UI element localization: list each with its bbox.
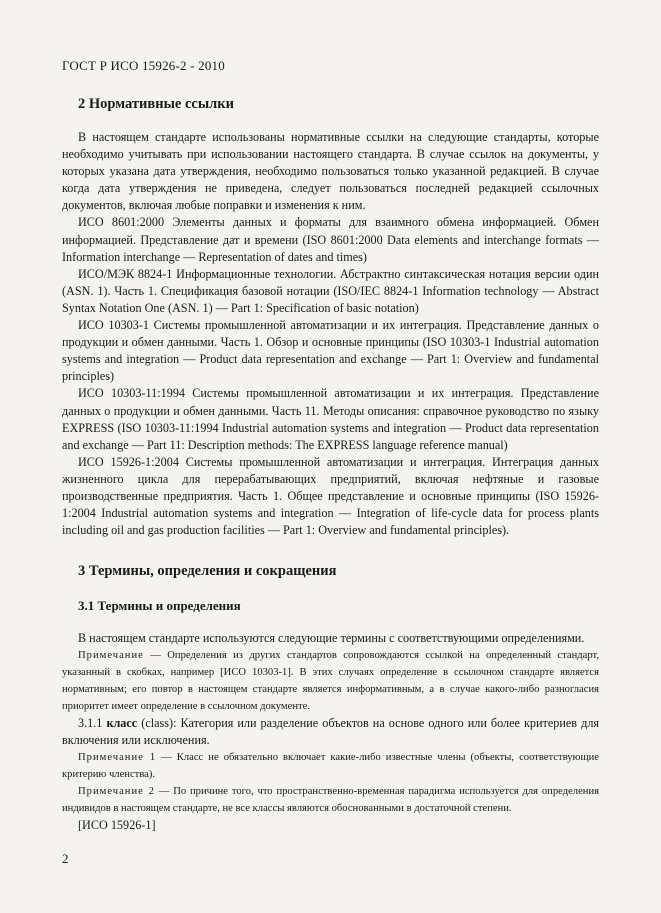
term-number: 3.1.1 (78, 716, 107, 730)
section-3-title: 3 Термины, определения и сокращения (78, 563, 337, 579)
section-2-body (62, 129, 599, 539)
reference-iso-10303-1: ИСО 10303-1 Системы промышленной автоматизации и их интеграция. Представление данных о продукции и обмен данными. Часть 1. Обзор и основные принципы (ISO 10303-1 Industrial automation systems and integration — Product data representation and exchange — Part 1: Overview and fundamental principles) (62, 318, 599, 384)
section-3-intro: В настоящем стандарте используются следующие термины с соответствующими определениями. (78, 631, 585, 645)
reference-iso-8601: ИСО 8601:2000 Элементы данных и форматы для взаимного обмена информацией. Обмен информацией. Представление дат и времени (ISO 8601:2000 Data elements and interchange formats — Information interchange — Representation of dates and times) (62, 215, 599, 264)
section-2-intro: В настоящем стандарте использованы нормативные ссылки на следующие стандарты, которые необходимо учитывать при использовании настоящего стандарта. В случае ссылок на документы, у которых указана дата утверждения, необходимо пользоваться только указанной редакцией. В случае когда дата утверждения не приведена, следует пользоваться последней редакцией ссылочных документов, включая любые поправки и изменения к ним. (62, 130, 599, 213)
section-3-1-title: 3.1 Термины и определения (78, 598, 241, 613)
term-word: класс (106, 716, 138, 730)
note-1-label: Примечание 1 (78, 752, 157, 763)
term-class (62, 715, 599, 749)
document-header: ГОСТ Р ИСО 15926-2 - 2010 (62, 58, 225, 73)
term-definition: (class): Категория или разделение объектов на основе одного или более критериев для включения или исключения. (62, 716, 600, 748)
term-source-block (62, 817, 599, 834)
reference-iso-10303-11: ИСО 10303-11:1994 Системы промышленной автоматизации и их интеграция. Представление данных о продукции и обмен данными. Часть 11. Методы описания: справочное руководство по языку EXPRESS (ISO 10303-11:1994 Industrial automation systems and integration — Product data representation and exchange — Part 11: Description methods: The EXPRESS language reference manual) (62, 386, 599, 452)
reference-iso-iec-8824-1: ИСО/МЭК 8824-1 Информационные технологии. Абстрактно синтаксическая нотация версии один (ASN. 1). Часть 1. Спецификация базовой нотации (ISO/IEC 8824-1 Information technology — Abstract Syntax Notation One (ASN. 1) — Part 1: Specification of basic notation) (62, 266, 599, 315)
note-1-text: — Класс не обязательно включает какие-либо известные члены (объекты, соответствующие критерию членства). (62, 752, 599, 781)
note-definitions-source (62, 647, 599, 715)
term-source: [ИСО 15926-1] (78, 818, 156, 832)
reference-iso-15926-1: ИСО 15926-1:2004 Системы промышленной автоматизации и интеграция. Интеграция данных жизненного цикла для перерабатывающих предприятий, включая нефтяные и газовые производственные предприятия. Часть 1. Общее представление и основные принципы (ISO 15926-1:2004 Industrial automation systems and integration — Integration of life-cycle data for process plants including oil and gas production facilities — Part 1: Overview and fundamental principles). (62, 454, 599, 538)
note-label: Примечание (78, 650, 144, 661)
section-2-title: 2 Нормативные ссылки (78, 96, 234, 112)
note-text: — Определения из других стандартов сопровождаются ссылкой на определенный стандарт, указанный в скобках, например [ИСО 10303-1]. В этих случаях определение в ссылочном стандарте является нормативным; его повтор в настоящем стандарте является информативным, а в случае какого-либо разногласия приоритет имеет определение в ссылочном документе. (62, 650, 599, 713)
term-notes (62, 749, 599, 817)
section-3-intro-block (62, 630, 599, 647)
page-number: 2 (62, 851, 69, 866)
note-2-label: Примечание 2 (78, 786, 155, 798)
note-2-text: — По причине того, что пространственно-временная парадигма используется для определения индивидов в настоящем стандарте, не все классы являются обоснованными в достаточной степени. (62, 786, 599, 815)
